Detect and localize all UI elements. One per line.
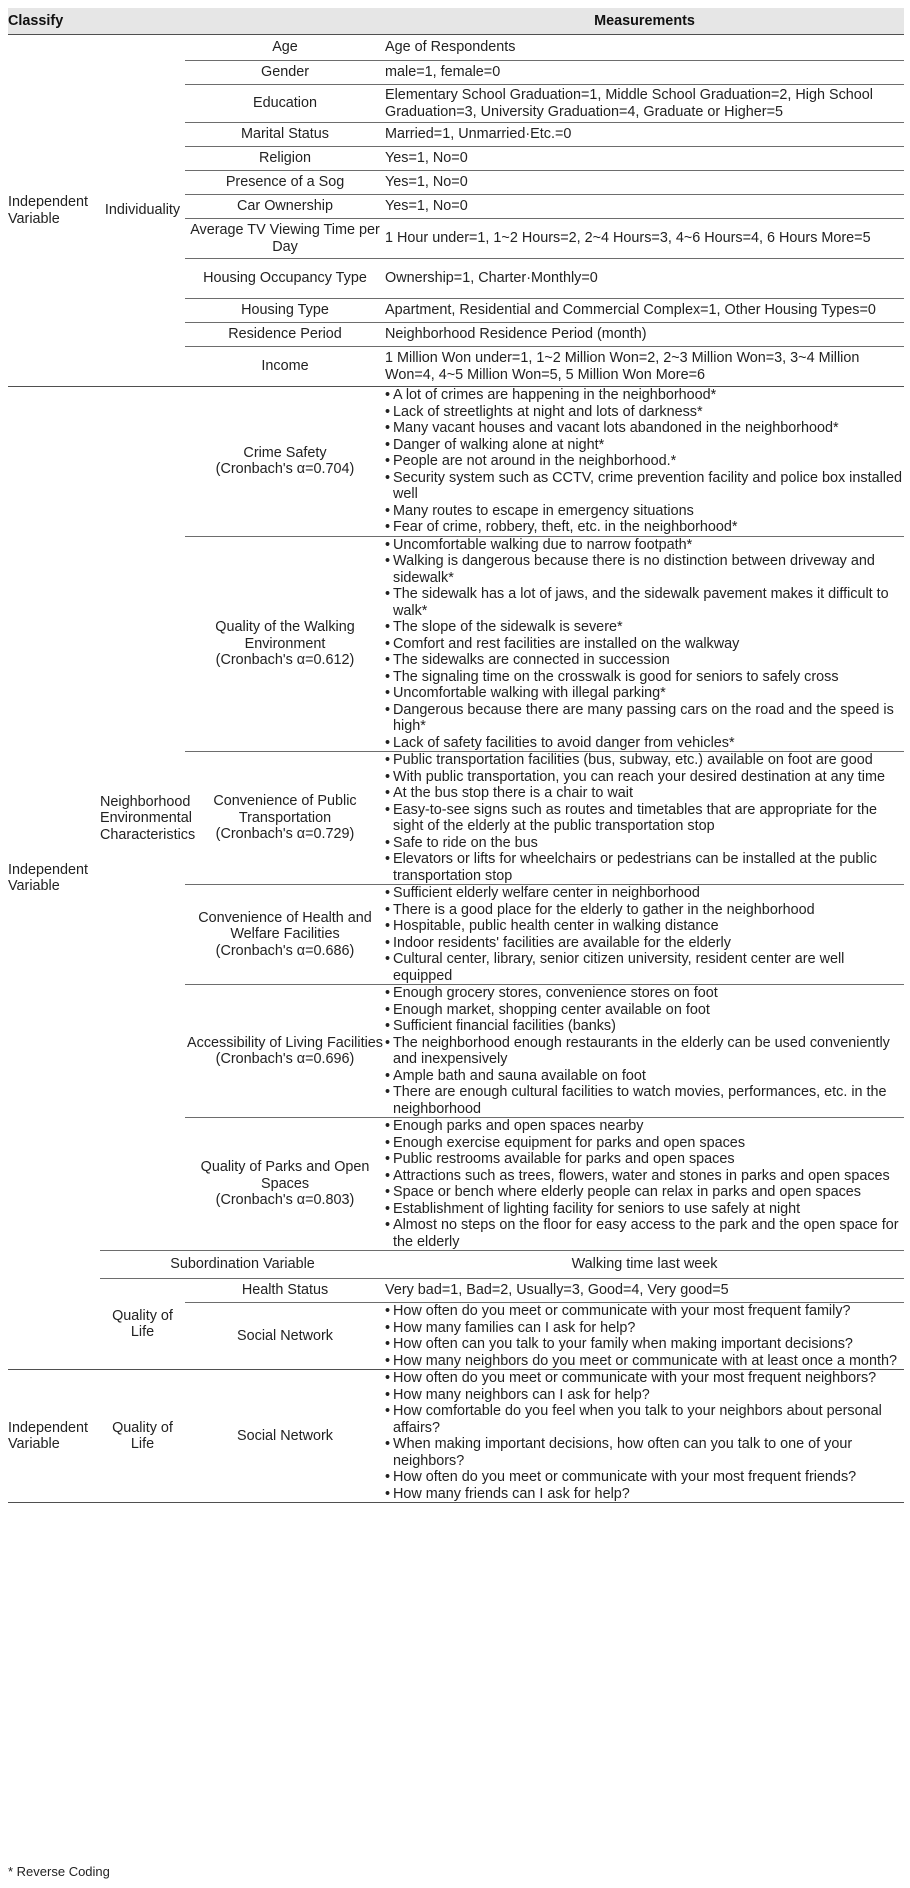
measurement-value: Elementary School Graduation=1, Middle School Graduation=2, High School Graduation=3, University Graduation=4, Graduate or Higher=5 (385, 85, 904, 123)
variable-label: Crime Safety (243, 444, 327, 461)
group-label: Independent Variable (8, 35, 100, 387)
variable-name (185, 123, 385, 147)
bullet-item: • At the bus stop there is a chair to wait (385, 785, 904, 802)
measurement-items (385, 1370, 904, 1503)
variable-label: Religion (259, 150, 312, 167)
measurement-value: male=1, female=0 (385, 61, 904, 85)
measurement-value: Neighborhood Residence Period (month) (385, 323, 904, 347)
bullet-list (385, 885, 904, 984)
variable-label: Average TV Viewing Time per Day (190, 222, 380, 255)
bullet-item: • The sidewalks are connected in succession (385, 652, 904, 669)
measurement-value: 1 Million Won under=1, 1~2 Million Won=2, 2~3 Million Won=3, 3~4 Million Won=4, 4~5 Million Won=5, 5 Million Won More=6 (385, 347, 904, 387)
bullet-item: • Sufficient financial facilities (banks) (385, 1018, 904, 1035)
variable-alpha: (Cronbach's α=0.612) (215, 652, 355, 668)
variable-label: Accessibility of Living Facilities (187, 1034, 383, 1051)
variable-name (185, 323, 385, 347)
variable-alpha: (Cronbach's α=0.696) (215, 1051, 355, 1067)
variable-name (185, 1118, 385, 1251)
bullet-item: • Security system such as CCTV, crime prevention facility and police box installed well (385, 470, 904, 503)
variable-alpha: (Cronbach's α=0.729) (215, 826, 355, 843)
variable-label: Presence of a Sog (225, 174, 345, 191)
subgroup-label: Quality of Life (100, 1279, 185, 1370)
variable-label: Quality of Parks and Open Spaces (200, 1159, 370, 1192)
bullet-item: • Uncomfortable walking with illegal parking* (385, 685, 904, 702)
table-row (8, 1251, 904, 1279)
variable-name (185, 147, 385, 171)
bullet-item: • Elevators or lifts for wheelchairs or pedestrians can be installed at the public transportation stop (385, 851, 904, 884)
variable-name (185, 536, 385, 752)
bullet-item: • How many neighbors do you meet or communicate with at least once a month? (385, 1353, 904, 1370)
bullet-item: • There is a good place for the elderly to gather in the neighborhood (385, 902, 904, 919)
variable-alpha: (Cronbach's α=0.803) (215, 1192, 355, 1209)
bullet-item: • The slope of the sidewalk is severe* (385, 619, 904, 636)
bullet-item: • Easy-to-see signs such as routes and timetables that are appropriate for the sight of the elderly at the public transportation stop (385, 802, 904, 835)
bullet-item: • Comfort and rest facilities are installed on the walkway (385, 636, 904, 653)
variable-label: Residence Period (228, 326, 342, 343)
subordination-label: Subordination Variable (100, 1251, 385, 1279)
bullet-item: • Ample bath and sauna available on foot (385, 1068, 904, 1085)
bullet-item: • Establishment of lighting facility for seniors to use safely at night (385, 1201, 904, 1218)
measurement-items (385, 985, 904, 1118)
measurement-table (8, 8, 904, 1503)
variable-alpha: (Cronbach's α=0.704) (215, 461, 355, 478)
header-row (8, 8, 904, 35)
bullet-item: • Enough grocery stores, convenience stores on foot (385, 985, 904, 1002)
bullet-item: • The signaling time on the crosswalk is good for seniors to safely cross (385, 669, 904, 686)
bullet-item: • Many routes to escape in emergency situations (385, 503, 904, 520)
bullet-item: • A lot of crimes are happening in the neighborhood* (385, 387, 904, 404)
bullet-item: • Lack of streetlights at night and lots of darkness* (385, 404, 904, 421)
bullet-item: • Indoor residents' facilities are available for the elderly (385, 935, 904, 952)
bullet-item: • How many neighbors can I ask for help? (385, 1387, 904, 1404)
bullet-list (385, 387, 904, 536)
footnote: * Reverse Coding (8, 1864, 110, 1879)
variable-name (185, 195, 385, 219)
bullet-item: • How comfortable do you feel when you talk to your neighbors about personal affairs? (385, 1403, 904, 1436)
variable-label: Age (272, 39, 298, 56)
measurement-value: Apartment, Residential and Commercial Complex=1, Other Housing Types=0 (385, 299, 904, 323)
variable-name (185, 61, 385, 85)
variable-label: Car Ownership (237, 198, 333, 215)
measurement-items (385, 752, 904, 885)
bullet-item: • How many friends can I ask for help? (385, 1486, 904, 1503)
variable-name (185, 985, 385, 1118)
table-row (8, 1279, 904, 1303)
variable-name (185, 387, 385, 537)
variable-name (185, 219, 385, 259)
bullet-item: • Fear of crime, robbery, theft, etc. in the neighborhood* (385, 519, 904, 536)
variable-label: Income (261, 358, 309, 375)
variable-name: Health Status (185, 1279, 385, 1303)
bullet-item: • Enough exercise equipment for parks and open spaces (385, 1135, 904, 1152)
bullet-item: • There are enough cultural facilities to watch movies, performances, etc. in the neighborhood (385, 1084, 904, 1117)
bullet-item: • How often do you meet or communicate with your most frequent family? (385, 1303, 904, 1320)
variable-label: Housing Occupancy Type (203, 270, 367, 287)
variable-alpha: (Cronbach's α=0.686) (215, 942, 355, 959)
bullet-item: • How often do you meet or communicate with your most frequent friends? (385, 1469, 904, 1486)
variable-label: Convenience of Health and Welfare Facilities (198, 909, 372, 943)
bullet-list (385, 752, 904, 884)
bullet-item: • How many families can I ask for help? (385, 1320, 904, 1337)
variable-name (185, 299, 385, 323)
header-classify: Classify (8, 8, 185, 35)
bullet-list (385, 1303, 904, 1369)
subgroup-label: Neighborhood Environmental Characteristics (100, 387, 185, 1251)
bullet-item: • Public restrooms available for parks and open spaces (385, 1151, 904, 1168)
table-row (8, 1370, 904, 1503)
bullet-item: • Enough parks and open spaces nearby (385, 1118, 904, 1135)
bullet-item: • Dangerous because there are many passing cars on the road and the speed is high* (385, 702, 904, 735)
measurement-value: Married=1, Unmarried·Etc.=0 (385, 123, 904, 147)
measurement-items (385, 536, 904, 752)
bullet-item: • When making important decisions, how often can you talk to one of your neighbors? (385, 1436, 904, 1469)
bullet-item: • Public transportation facilities (bus, subway, etc.) available on foot are good (385, 752, 904, 769)
group-label: Independent Variable (8, 387, 100, 1370)
measurement-items (385, 387, 904, 537)
bullet-item: • Almost no steps on the floor for easy access to the park and the open space for the elderly (385, 1217, 904, 1250)
variable-label: Marital Status (241, 126, 329, 143)
variable-name (185, 171, 385, 195)
measurement-value: Ownership=1, Charter·Monthly=0 (385, 259, 904, 299)
bullet-item: • Danger of walking alone at night* (385, 437, 904, 454)
bullet-item: • How often do you meet or communicate with your most frequent neighbors? (385, 1370, 904, 1387)
subordination-value: Walking time last week (385, 1251, 904, 1279)
variable-label: Quality of the Walking Environment (215, 619, 355, 652)
bullet-item: • Hospitable, public health center in walking distance (385, 918, 904, 935)
header-measurements: Measurements (385, 8, 904, 35)
measurement-items (385, 1303, 904, 1370)
subgroup-label: Quality of Life (100, 1370, 185, 1503)
bullet-item: • The neighborhood enough restaurants in the elderly can be used conveniently and inexpensively (385, 1035, 904, 1068)
variable-label: Convenience of Public Transportation (213, 793, 357, 826)
variable-name (185, 885, 385, 985)
bullet-list (385, 1118, 904, 1250)
variable-label: Gender (261, 64, 310, 81)
group-label: Independent Variable (8, 1370, 100, 1503)
variable-name: Social Network (185, 1303, 385, 1370)
table-row (8, 35, 904, 61)
variable-label: Education (253, 95, 318, 112)
bullet-item: • Attractions such as trees, flowers, water and stones in parks and open spaces (385, 1168, 904, 1185)
measurement-value: Yes=1, No=0 (385, 147, 904, 171)
bullet-item: • Sufficient elderly welfare center in neighborhood (385, 885, 904, 902)
bullet-item: • Lack of safety facilities to avoid danger from vehicles* (385, 735, 904, 752)
table-row (8, 387, 904, 537)
bullet-item: • People are not around in the neighborhood.* (385, 453, 904, 470)
variable-name: Social Network (185, 1370, 385, 1503)
bullet-item: • Cultural center, library, senior citizen university, resident center are well equipped (385, 951, 904, 984)
bullet-item: • Safe to ride on the bus (385, 835, 904, 852)
variable-name (185, 347, 385, 387)
bullet-item: • How often can you talk to your family when making important decisions? (385, 1336, 904, 1353)
bullet-item: • Walking is dangerous because there is no distinction between driveway and sidewalk* (385, 553, 904, 586)
subgroup-label: Individuality (100, 35, 185, 387)
bullet-item: • Space or bench where elderly people can relax in parks and open spaces (385, 1184, 904, 1201)
variable-label: Housing Type (241, 302, 329, 319)
bullet-list (385, 985, 904, 1117)
measurement-value: Age of Respondents (385, 35, 904, 61)
bullet-item: • The sidewalk has a lot of jaws, and the sidewalk pavement makes it difficult to walk* (385, 586, 904, 619)
variable-name (185, 752, 385, 885)
bullet-list (385, 1370, 904, 1502)
variable-name (185, 35, 385, 61)
bullet-item: • Uncomfortable walking due to narrow footpath* (385, 537, 904, 554)
measurement-value: Very bad=1, Bad=2, Usually=3, Good=4, Very good=5 (385, 1279, 904, 1303)
measurement-value: Yes=1, No=0 (385, 171, 904, 195)
variable-name (185, 259, 385, 299)
bullet-list (385, 537, 904, 752)
measurement-value: Yes=1, No=0 (385, 195, 904, 219)
measurement-items (385, 885, 904, 985)
measurement-value: 1 Hour under=1, 1~2 Hours=2, 2~4 Hours=3, 4~6 Hours=4, 6 Hours More=5 (385, 219, 904, 259)
bullet-item: • Many vacant houses and vacant lots abandoned in the neighborhood* (385, 420, 904, 437)
variable-name (185, 85, 385, 123)
measurement-items (385, 1118, 904, 1251)
bullet-item: • Enough market, shopping center available on foot (385, 1002, 904, 1019)
bullet-item: • With public transportation, you can reach your desired destination at any time (385, 769, 904, 786)
